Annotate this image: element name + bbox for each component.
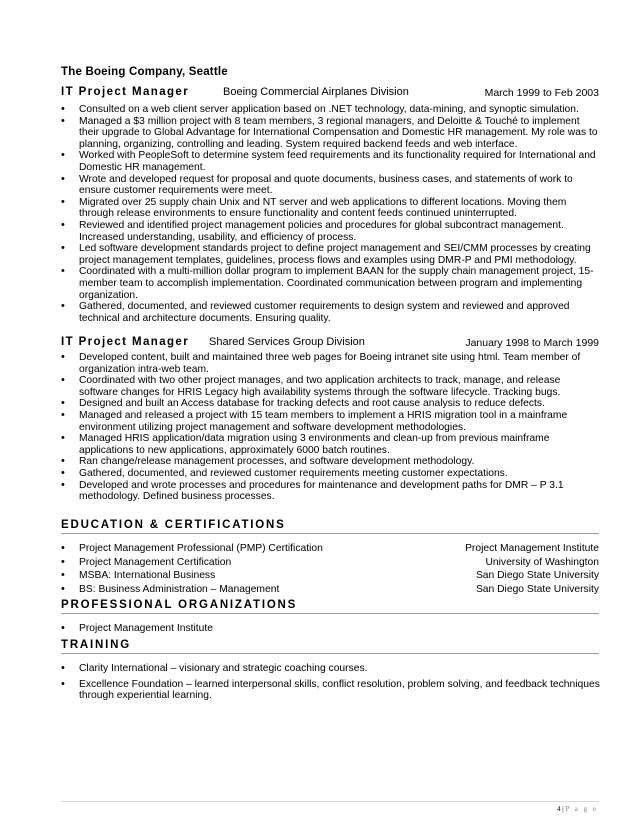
- list-item: [61, 557, 599, 569]
- job-header-1: [61, 86, 599, 101]
- list-item: [61, 570, 599, 582]
- organizations-list: [61, 623, 601, 635]
- training-heading: TRAINING: [61, 639, 599, 654]
- company-name: The Boeing Company, Seattle: [61, 66, 228, 78]
- bullet-icon: •: [61, 242, 65, 255]
- degree-name: MSBA: International Business: [79, 570, 216, 582]
- job-title: IT Project Manager: [61, 86, 190, 98]
- list-item: • Ran change/release management processes, and software development methodology.: [61, 455, 475, 468]
- job-header-2: [61, 336, 599, 351]
- bullet-icon: •: [61, 662, 65, 674]
- training-list: [61, 663, 601, 702]
- institution: Project Management Institute: [465, 543, 599, 554]
- bullet-icon: •: [61, 555, 65, 568]
- degree-name: Project Management Certification: [79, 556, 232, 568]
- list-item: • Gathered, documented, and reviewed customer requirements meeting customer expectations.: [61, 466, 508, 479]
- bullet-icon: •: [61, 432, 65, 445]
- institution: San Diego State University: [475, 583, 599, 595]
- bullet-icon: •: [61, 582, 65, 595]
- bullet-icon: •: [61, 455, 65, 468]
- list-item: • Project Management Institute: [61, 622, 213, 634]
- education-list: [61, 543, 599, 595]
- bullet-icon: •: [61, 114, 65, 127]
- bullet-icon: •: [61, 195, 65, 208]
- education-heading: EDUCATION & CERTIFICATIONS: [61, 519, 599, 534]
- bullet-icon: •: [61, 172, 65, 185]
- list-item: • Excellence Foundation – learned interpersonal skills, conflict resolution, problem solving, and feedback techniques through experiential learning.: [61, 677, 600, 702]
- list-item: • Consulted on a web client server application based on .NET technology, data-mining, and synoptic simulation.: [61, 103, 579, 115]
- list-item: • Developed and wrote processes and procedures for maintenance and development paths for DMR – P 3.1 methodology. Defined business processes.: [61, 478, 564, 503]
- bullet-icon: •: [61, 374, 65, 387]
- job1-bullets: [61, 104, 601, 324]
- list-item: [61, 584, 599, 596]
- page-number: 4 | P a g e: [556, 805, 598, 813]
- job2-bullets: [61, 352, 601, 503]
- bullet-icon: •: [61, 351, 65, 363]
- list-item: • Clarity International – visionary and strategic coaching courses.: [61, 662, 368, 674]
- bullet-icon: •: [61, 397, 65, 410]
- list-item: • Managed a $3 million project with 8 team members, 3 regional managers, and Deloitte & Touché to implement their upgrade to Global Advantage for International Compensation and Domestic HR management. My role was to planning, organizing, controlling and leading. System required backend feeds and web interface.: [61, 114, 598, 150]
- bullet-icon: •: [61, 542, 65, 554]
- list-item: • Reviewed and identified project management policies and procedures for global subcontract management. Increased understanding, usability, and efficiency of process.: [61, 218, 564, 243]
- bullet-icon: •: [61, 466, 65, 479]
- job-division: Boeing Commercial Airplanes Division: [223, 86, 409, 98]
- institution: University of Washington: [485, 556, 599, 568]
- bullet-icon: •: [61, 677, 65, 690]
- job-dates: January 1998 to March 1999: [465, 337, 599, 349]
- list-item: • Led software development standards project to define project management and SEI/CMM processes by creating project management templates, guidelines, process flows and examples using DMR-P and PMI methodology.: [61, 242, 591, 266]
- institution: San Diego State University: [475, 570, 599, 582]
- list-item: • Developed content, built and maintained three web pages for Boeing intranet site using html. Team member of organization intra-web team.: [61, 351, 581, 375]
- list-item: • Wrote and developed request for proposal and quote documents, business cases, and statements of work to ensure customer requirements were meet.: [61, 172, 573, 197]
- organizations-heading: PROFESSIONAL ORGANIZATIONS: [61, 599, 599, 614]
- list-item: [61, 543, 599, 555]
- list-item: • Managed and released a project with 15 team members to implement a HRIS migration tool in a mainframe environment utilizing project management and software development methodologies.: [61, 408, 568, 433]
- bullet-icon: •: [61, 300, 65, 313]
- degree-name: BS: Business Administration – Management: [79, 583, 280, 595]
- bullet-icon: •: [61, 569, 65, 582]
- degree-name: Project Management Professional (PMP) Certification: [79, 543, 323, 554]
- bullet-icon: •: [61, 622, 65, 634]
- list-item: • Coordinated with two other project manages, and two application architects to track, manage, and release software changes for HRIS Legacy high availability systems through the software lifecycle. Tracking bugs.: [61, 374, 561, 398]
- list-item: • Gathered, documented, and reviewed customer requirements to design system and reviewed and approved technical and architecture documents. Ensuring quality.: [61, 300, 570, 324]
- bullet-icon: •: [61, 408, 65, 421]
- bullet-icon: •: [61, 218, 65, 231]
- job-division: Shared Services Group Division: [209, 336, 365, 348]
- list-item: • Migrated over 25 supply chain Unix and NT server and web applications to different locations. Moving them through release environments to ensure functionality and content feeds continued uninterrupted.: [61, 195, 567, 220]
- bullet-icon: •: [61, 478, 65, 491]
- bullet-icon: •: [61, 103, 65, 115]
- bullet-icon: •: [61, 265, 65, 278]
- list-item: • Designed and built an Access database for tracking defects and root cause analysis to reduce defects.: [61, 397, 545, 410]
- job-title: IT Project Manager: [61, 336, 190, 348]
- job-dates: March 1999 to Feb 2003: [484, 87, 599, 99]
- bullet-icon: •: [61, 149, 65, 162]
- list-item: • Managed HRIS application/data migration using 3 environments and clean-up from previous mainframe applications to new applications, approximately 6000 batch routines.: [61, 432, 550, 456]
- list-item: • Worked with PeopleSoft to determine system feed requirements and its functionality required for International and Domestic HR management.: [61, 149, 596, 173]
- footer-divider: [61, 801, 599, 802]
- list-item: • Coordinated with a multi-million dollar program to implement BAAN for the supply chain management project, 15-member team to accomplish implementation. Coordinated communication between program and implementing organization.: [61, 265, 594, 301]
